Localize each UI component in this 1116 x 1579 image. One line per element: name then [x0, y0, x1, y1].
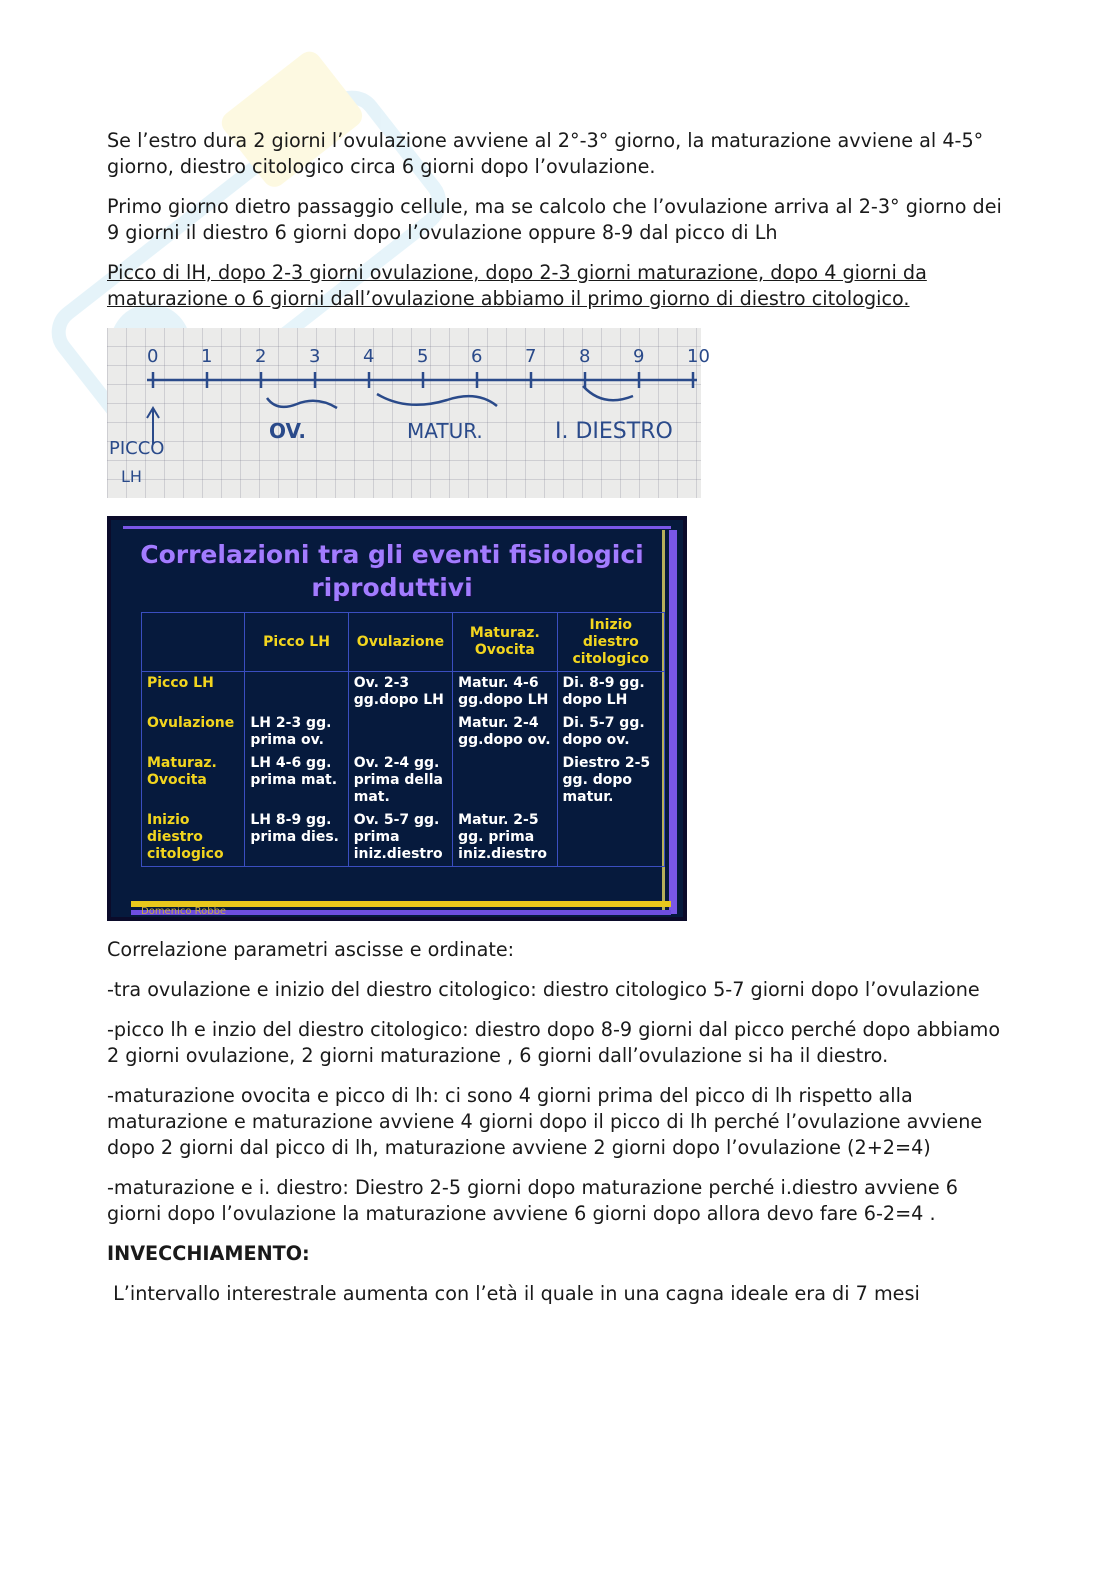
table-row — [142, 672, 665, 713]
table-cell: Di. 8-9 gg. dopo LH — [557, 672, 664, 713]
timeline-number: 7 — [525, 346, 537, 367]
table-row — [142, 752, 665, 809]
timeline-number: 1 — [201, 346, 213, 367]
timeline-sketch — [107, 328, 710, 498]
heading-invecchiamento: INVECCHIAMENTO: — [107, 1242, 310, 1265]
table-cell: Matur. 2-4 gg.dopo ov. — [453, 712, 557, 752]
timeline-number: 6 — [471, 346, 483, 367]
paragraph-picco-diestro: -picco lh e inzio del diestro citologico: diestro dopo 8-9 giorni dal picco perché dopo abbiamo 2 giorni ovulazione, 2 giorni maturazione , 6 giorni dall’ovulazione si ha il diestro. — [107, 1018, 1001, 1067]
slide-title — [131, 538, 653, 604]
document-body — [107, 128, 1007, 1307]
row-header: Inizio diestro citologico — [142, 809, 245, 867]
table-cell — [453, 752, 557, 809]
label-lh: LH — [121, 467, 142, 486]
table-cell: Ov. 2-4 gg. prima della mat. — [348, 752, 452, 809]
paragraph-intervallo: L’intervallo interestrale aumenta con l’età il quale in una cagna ideale era di 7 mesi — [107, 1282, 920, 1305]
paragraph-ovulazione-diestro: -tra ovulazione e inizio del diestro citologico: diestro citologico 5-7 giorni dopo l’ovulazione — [107, 978, 980, 1001]
table-cell — [557, 809, 664, 867]
table-header — [142, 613, 245, 672]
slide-title-line2: riproduttivi — [311, 573, 473, 602]
table-header: Picco LH — [245, 613, 348, 672]
paragraph-primo-giorno: Primo giorno dietro passaggio cellule, ma se calcolo che l’ovulazione arriva al 2-3° giorno dei 9 giorni il diestro 6 giorni dopo l’ovulazione oppure 8-9 dal picco di Lh — [107, 195, 1002, 244]
timeline-number: 8 — [579, 346, 591, 367]
row-header: Picco LH — [142, 672, 245, 713]
table-cell — [245, 672, 348, 713]
table-cell: Ov. 5-7 gg. prima iniz.diestro — [348, 809, 452, 867]
paragraph-maturazione-diestro: -maturazione e i. diestro: Diestro 2-5 giorni dopo maturazione perché i.diestro avviene 6 giorni dopo l’ovulazione la maturazione avviene 6 giorni dopo allora devo fare 6-2=4 . — [107, 1176, 958, 1225]
timeline-number: 10 — [687, 346, 710, 367]
table-cell: Di. 5-7 gg. dopo ov. — [557, 712, 664, 752]
timeline-number: 4 — [363, 346, 375, 367]
paragraph-correlazione: Correlazione parametri ascisse e ordinate: — [107, 938, 515, 961]
table-cell: Ov. 2-3 gg.dopo LH — [348, 672, 452, 713]
paragraph-maturazione-picco: -maturazione ovocita e picco di lh: ci sono 4 giorni prima del picco di lh rispetto alla maturazione e maturazione avviene 4 giorni dopo il picco di lh perché l’ovulazione avviene dopo 2 giorni dal picco di lh, maturazione avviene 2 giorni dopo l’ovulazione (2+2=4) — [107, 1084, 983, 1159]
label-ov: OV. — [269, 419, 306, 443]
table-cell: Matur. 2-5 gg. prima iniz.diestro — [453, 809, 557, 867]
paragraph-picco-underlined: Picco di lH, dopo 2-3 giorni ovulazione, dopo 2-3 giorni maturazione, dopo 4 giorni da maturazione o 6 giorni dall’ovulazione abbiamo il primo giorno di diestro citologico. — [107, 261, 927, 310]
slide-decor-right — [669, 530, 677, 914]
table-header-row — [142, 613, 665, 672]
timeline-number: 9 — [633, 346, 645, 367]
slide-author: Domenico Robbe — [141, 906, 227, 917]
table-header: Ovulazione — [348, 613, 452, 672]
correlation-table — [141, 612, 665, 867]
table-row — [142, 712, 665, 752]
timeline-number: 2 — [255, 346, 267, 367]
slide-decor-top — [123, 526, 671, 529]
timeline-number: 5 — [417, 346, 429, 367]
correlation-slide — [107, 516, 687, 921]
row-header: Ovulazione — [142, 712, 245, 752]
table-header: Maturaz. Ovocita — [453, 613, 557, 672]
table-row — [142, 809, 665, 867]
label-picco: PICCO — [109, 438, 165, 459]
row-header: Maturaz. Ovocita — [142, 752, 245, 809]
table-cell — [348, 712, 452, 752]
table-header: Inizio diestro citologico — [557, 613, 664, 672]
label-diestro: I. DIESTRO — [555, 419, 673, 444]
slide-title-line1: Correlazioni tra gli eventi fisiologici — [140, 540, 644, 569]
label-matur: MATUR. — [407, 419, 483, 443]
table-cell: LH 4-6 gg. prima mat. — [245, 752, 348, 809]
table-cell: LH 8-9 gg. prima dies. — [245, 809, 348, 867]
timeline-photo — [107, 328, 710, 498]
timeline-number: 0 — [147, 346, 159, 367]
table-cell: LH 2-3 gg. prima ov. — [245, 712, 348, 752]
table-cell: Diestro 2-5 gg. dopo matur. — [557, 752, 664, 809]
timeline-number: 3 — [309, 346, 321, 367]
table-cell: Matur. 4-6 gg.dopo LH — [453, 672, 557, 713]
paragraph-estro: Se l’estro dura 2 giorni l’ovulazione avviene al 2°-3° giorno, la maturazione avviene al 4-5° giorno, diestro citologico circa 6 giorni dopo l’ovulazione. — [107, 129, 984, 178]
